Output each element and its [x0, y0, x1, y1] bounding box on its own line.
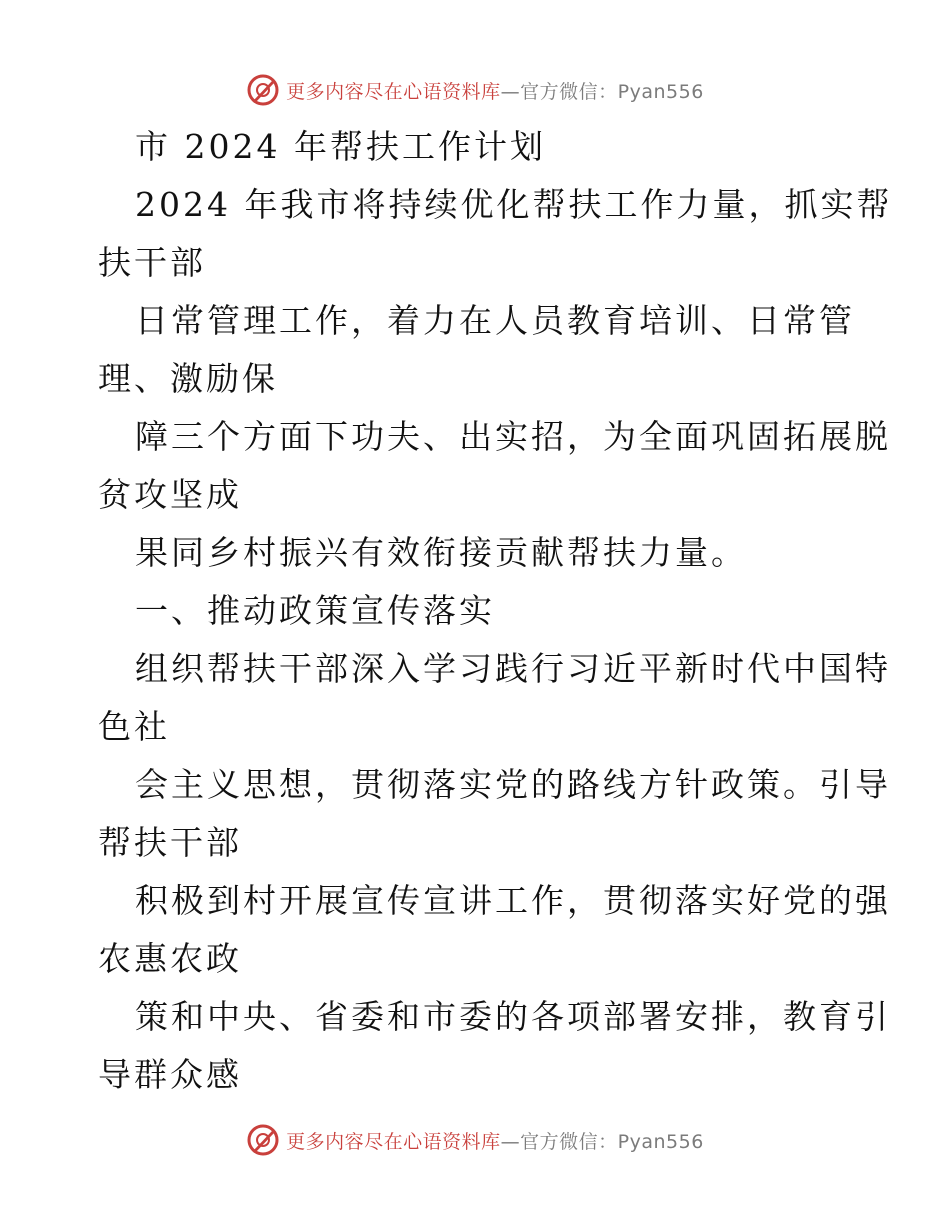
- text-line: 策和中央、省委和市委的各项部署安排，教育引: [135, 997, 891, 1036]
- text-line: 一、推动政策宣传落实: [135, 591, 495, 630]
- banner-separator: —: [500, 1130, 521, 1153]
- text-line: 色社: [98, 707, 170, 746]
- document-body: [98, 118, 893, 1104]
- text-line: 果同乡村振兴有效衔接贡献帮扶力量。: [135, 533, 747, 572]
- text-line: 扶干部: [98, 243, 206, 282]
- logo-icon: [246, 1123, 280, 1157]
- text-line: 导群众感: [98, 1055, 242, 1094]
- text-line: 障三个方面下功夫、出实招，为全面巩固拓展脱: [135, 417, 891, 456]
- text-line: 日常管理工作，着力在人员教育培训、日常管: [135, 301, 855, 340]
- text-line: 2024 年我市将持续优化帮扶工作力量，抓实帮: [135, 185, 893, 224]
- document-title: 市 2024 年帮扶工作计划: [135, 127, 546, 166]
- banner-site-text: 更多内容尽在心语资料库: [286, 1130, 501, 1153]
- footer-watermark-banner: [0, 1120, 950, 1160]
- text-line: 组织帮扶干部深入学习践行习近平新时代中国特: [135, 649, 891, 688]
- logo-icon: [246, 73, 280, 107]
- text-line: 积极到村开展宣传宣讲工作，贯彻落实好党的强: [135, 881, 891, 920]
- text-line: 帮扶干部: [98, 823, 242, 862]
- text-line: 会主义思想，贯彻落实党的路线方针政策。引导: [135, 765, 891, 804]
- banner-site-text: 更多内容尽在心语资料库: [286, 80, 501, 103]
- banner-wechat-text: 官方微信：Pyan556: [520, 80, 704, 103]
- banner-wechat-text: 官方微信：Pyan556: [520, 1130, 704, 1153]
- text-line: 贫攻坚成: [98, 475, 242, 514]
- header-watermark-banner: [0, 70, 950, 110]
- banner-separator: —: [500, 80, 521, 103]
- text-line: 农惠农政: [98, 939, 242, 978]
- text-line: 理、激励保: [98, 359, 278, 398]
